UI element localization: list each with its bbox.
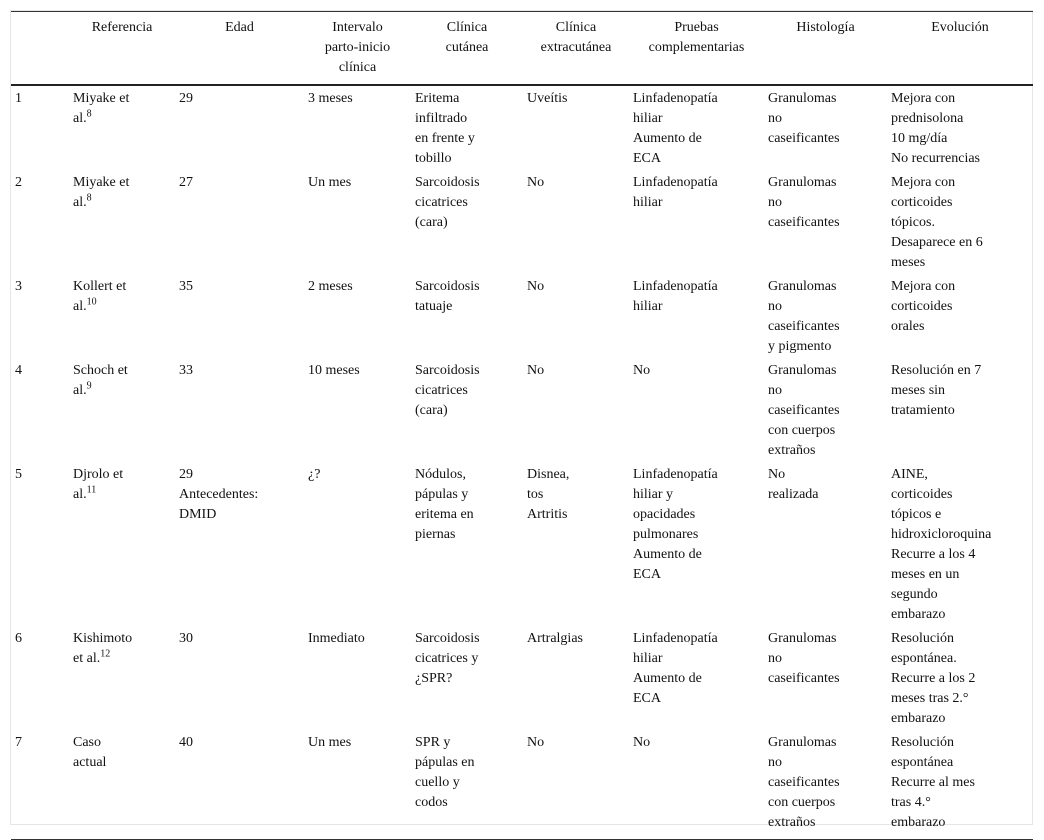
cell-line: Granulomas (768, 735, 837, 750)
cell-line: hiliar (633, 651, 663, 666)
header-clinica-extracutanea (523, 12, 629, 86)
cell-edad (175, 463, 304, 627)
cell-line (73, 361, 171, 381)
cell-line: extraños (768, 815, 816, 830)
cell-line: No (633, 735, 651, 750)
cell-line: SPR y (415, 735, 451, 750)
cell-line: Artralgias (527, 631, 583, 646)
cell-cutanea (411, 359, 523, 463)
row-number: 7 (11, 731, 69, 840)
cell-line: Recurre a los 4 (891, 547, 976, 562)
cell-line: con cuerpos (768, 795, 836, 810)
reference-text: Kishimoto (73, 631, 133, 646)
header-evolucion (887, 12, 1033, 86)
cell-line: No recurrencias (891, 151, 981, 166)
cell-pruebas (629, 463, 764, 627)
cell-cutanea (411, 85, 523, 171)
cell-line: caseificantes (768, 671, 840, 686)
cell-line: ¿SPR? (415, 671, 453, 686)
reference-text: Miyake et (73, 175, 130, 190)
cell-line: Clínica (446, 20, 488, 35)
reference-text: Caso (73, 735, 101, 750)
cell-referencia (69, 463, 175, 627)
data-table (11, 11, 1033, 840)
reference-text: al. (73, 383, 87, 398)
cell-line: no (768, 651, 782, 666)
cell-line: 33 (179, 363, 193, 378)
cell-line: no (768, 755, 782, 770)
cell-pruebas (629, 275, 764, 359)
cell-line: segundo (891, 587, 938, 602)
cell-extracutanea (523, 275, 629, 359)
table-row (11, 85, 1033, 171)
cell-line: 10 meses (308, 363, 360, 378)
row-number: 2 (15, 175, 22, 190)
cell-cutanea (411, 171, 523, 275)
reference-text: al. (73, 299, 87, 314)
cell-line: Resolución en 7 (891, 363, 982, 378)
cell-line: tatuaje (415, 299, 453, 314)
cell-intervalo (304, 275, 411, 359)
cell-line: Granulomas (768, 279, 837, 294)
cell-edad (175, 85, 304, 171)
cell-line: No (527, 279, 545, 294)
cell-line: prednisolona (891, 111, 964, 126)
cell-line: Edad (225, 20, 254, 35)
cell-line: clínica (338, 60, 377, 75)
table-row (11, 171, 1033, 275)
cell-line: tópicos. (891, 215, 935, 230)
cell-intervalo (304, 463, 411, 627)
row-number: 1 (15, 91, 22, 106)
cell-line: No (768, 467, 786, 482)
cell-line (73, 297, 171, 317)
cell-line: en frente y (415, 131, 475, 146)
cell-pruebas (629, 85, 764, 171)
cell-line: 29 (179, 91, 193, 106)
cell-line: embarazo (891, 607, 946, 622)
cell-line (73, 89, 171, 109)
cell-histologia (764, 171, 887, 275)
cell-line: Resolución (891, 735, 954, 750)
cell-evolucion (887, 85, 1033, 171)
cell-line: Recurre a los 2 (891, 671, 976, 686)
citation-number: 10 (86, 296, 97, 308)
cell-line: cutánea (445, 40, 489, 55)
cell-pruebas (629, 627, 764, 731)
cell-line: 30 (179, 631, 193, 646)
cell-referencia (69, 275, 175, 359)
cell-line: parto-inicio (324, 40, 391, 55)
header-edad (175, 12, 304, 86)
cell-line: Antecedentes: (179, 487, 259, 502)
cell-line: pápulas y (415, 487, 469, 502)
cell-line: No (527, 175, 545, 190)
cell-intervalo (304, 359, 411, 463)
cell-pruebas (629, 171, 764, 275)
cell-line (73, 649, 171, 669)
cell-extracutanea (523, 85, 629, 171)
cell-line: infiltrado (415, 111, 468, 126)
cell-line: cicatrices (415, 195, 468, 210)
cell-line: Histología (796, 20, 855, 35)
cell-line: Linfadenopatía (633, 467, 718, 482)
cell-line: cicatrices (415, 383, 468, 398)
cell-line (73, 733, 171, 753)
cell-referencia (69, 627, 175, 731)
citation-number: 9 (86, 380, 92, 392)
header-number (11, 12, 69, 86)
cell-line: embarazo (891, 711, 946, 726)
citation-number: 8 (86, 108, 92, 120)
cell-line: y pigmento (768, 339, 832, 354)
cell-line: hidroxicloroquina (891, 527, 992, 542)
cell-line: tos (527, 487, 544, 502)
cell-cutanea (411, 731, 523, 840)
cell-line: No (527, 735, 545, 750)
cell-line: Resolución (891, 631, 954, 646)
cell-line: Nódulos, (415, 467, 466, 482)
cell-line: Un mes (308, 175, 352, 190)
cell-line: piernas (415, 527, 456, 542)
cell-line: Granulomas (768, 631, 837, 646)
cell-line: 10 mg/día (891, 131, 948, 146)
cell-line: (cara) (415, 403, 448, 418)
cell-line: Aumento de (633, 547, 702, 562)
cell-line: Granulomas (768, 363, 837, 378)
cell-line: complementarias (648, 40, 745, 55)
row-number: 6 (15, 631, 22, 646)
cell-line: Granulomas (768, 91, 837, 106)
cell-line: Mejora con (891, 175, 956, 190)
cell-line: (cara) (415, 215, 448, 230)
cell-line: Desaparece en 6 (891, 235, 983, 250)
cell-edad (175, 171, 304, 275)
cell-evolucion (887, 359, 1033, 463)
reference-text: Kollert et (73, 279, 127, 294)
cell-extracutanea (523, 731, 629, 840)
reference-text: Djrolo et (73, 467, 124, 482)
cell-line: meses sin (891, 383, 946, 398)
cell-line: Artritis (527, 507, 568, 522)
cell-edad (175, 275, 304, 359)
cell-line: ECA (633, 151, 661, 166)
cell-line: tras 4.° (891, 795, 931, 810)
cell-line: eritema en (415, 507, 474, 522)
row-number: 3 (15, 279, 22, 294)
table-row (11, 359, 1033, 463)
cell-line: Aumento de (633, 671, 702, 686)
cell-line: pulmonares (633, 527, 699, 542)
cell-edad (175, 627, 304, 731)
header-pruebas (629, 12, 764, 86)
cell-referencia (69, 171, 175, 275)
cell-line: no (768, 299, 782, 314)
cell-extracutanea (523, 627, 629, 731)
row-number: 5 (15, 467, 22, 482)
cell-line: no (768, 111, 782, 126)
cell-line: corticoides (891, 195, 953, 210)
cell-line: 2 meses (308, 279, 353, 294)
cell-line: Aumento de (633, 131, 702, 146)
cell-line: ECA (633, 567, 661, 582)
cell-line: Sarcoidosis (415, 631, 480, 646)
cell-line: caseificantes (768, 215, 840, 230)
cell-line: meses en un (891, 567, 960, 582)
cell-line: Inmediato (308, 631, 365, 646)
cell-line: orales (891, 319, 925, 334)
cell-line: caseificantes (768, 403, 840, 418)
cell-line: caseificantes (768, 131, 840, 146)
header-row (11, 12, 1033, 86)
cell-line (73, 173, 171, 193)
cell-intervalo (304, 627, 411, 731)
table-row (11, 275, 1033, 359)
cell-line: Evolución (931, 20, 989, 35)
table-row (11, 731, 1033, 840)
cell-pruebas (629, 359, 764, 463)
cell-line (73, 109, 171, 129)
cell-histologia (764, 731, 887, 840)
table-header (11, 12, 1033, 86)
cell-line: no (768, 383, 782, 398)
table-body (11, 85, 1033, 840)
cell-line: pápulas en (415, 755, 475, 770)
cell-line: extraños (768, 443, 816, 458)
cell-line (73, 193, 171, 213)
cell-intervalo (304, 85, 411, 171)
cell-line: 3 meses (308, 91, 353, 106)
cell-line: cuello y (415, 775, 460, 790)
cell-line: tópicos e (891, 507, 942, 522)
cell-line: embarazo (891, 815, 946, 830)
cell-extracutanea (523, 463, 629, 627)
cell-pruebas (629, 731, 764, 840)
cell-line: no (768, 195, 782, 210)
cell-line (73, 629, 171, 649)
cell-line: ECA (633, 691, 661, 706)
cell-line: espontánea (891, 755, 954, 770)
cell-line: Granulomas (768, 175, 837, 190)
citation-number: 8 (86, 192, 92, 204)
cell-line: cicatrices y (415, 651, 479, 666)
cell-line: meses tras 2.° (891, 691, 969, 706)
cell-line: 29 (179, 467, 193, 482)
cell-histologia (764, 275, 887, 359)
reference-text: al. (73, 487, 87, 502)
cell-histologia (764, 85, 887, 171)
cell-evolucion (887, 627, 1033, 731)
reference-text: Miyake et (73, 91, 130, 106)
cell-line: No (527, 363, 545, 378)
cell-line (73, 465, 171, 485)
cell-line: corticoides (891, 299, 953, 314)
cell-line: realizada (768, 487, 819, 502)
cell-line: extracutánea (540, 40, 612, 55)
header-referencia (69, 12, 175, 86)
cell-evolucion (887, 171, 1033, 275)
cell-extracutanea (523, 359, 629, 463)
cell-intervalo (304, 171, 411, 275)
cell-edad (175, 359, 304, 463)
cell-histologia (764, 627, 887, 731)
cell-histologia (764, 359, 887, 463)
cell-line: AINE, (891, 467, 928, 482)
cell-line: opacidades (633, 507, 696, 522)
cell-line: Eritema (415, 91, 460, 106)
cell-line: Linfadenopatía (633, 175, 718, 190)
cell-line: hiliar (633, 195, 663, 210)
reference-text: Schoch et (73, 363, 128, 378)
cell-line: Intervalo (332, 20, 383, 35)
row-number: 4 (15, 363, 22, 378)
cell-intervalo (304, 731, 411, 840)
cell-line: Referencia (91, 20, 153, 35)
cell-line: Sarcoidosis (415, 175, 480, 190)
cell-line: Uveítis (527, 91, 568, 106)
cell-line: Pruebas (674, 20, 719, 35)
cell-line (13, 18, 67, 38)
cell-extracutanea (523, 171, 629, 275)
cell-referencia (69, 731, 175, 840)
cell-line (73, 753, 171, 773)
cell-line: 40 (179, 735, 193, 750)
cell-line: hiliar (633, 299, 663, 314)
cell-line: Sarcoidosis (415, 363, 480, 378)
cell-evolucion (887, 463, 1033, 627)
header-intervalo (304, 12, 411, 86)
citation-number: 11 (86, 484, 97, 496)
cell-line (73, 277, 171, 297)
cell-line: hiliar (633, 111, 663, 126)
cell-line: Linfadenopatía (633, 279, 718, 294)
cell-line: caseificantes (768, 775, 840, 790)
cell-line: meses (891, 255, 926, 270)
reference-text: al. (73, 195, 87, 210)
header-clinica-cutanea (411, 12, 523, 86)
cell-line: codos (415, 795, 448, 810)
cell-line: Recurre al mes (891, 775, 975, 790)
cell-line: No (633, 363, 651, 378)
cell-line: Linfadenopatía (633, 631, 718, 646)
cell-evolucion (887, 731, 1033, 840)
cell-line: DMID (179, 507, 217, 522)
cell-histologia (764, 463, 887, 627)
citation-number: 12 (100, 648, 111, 660)
cell-line: Disnea, (527, 467, 570, 482)
cell-line: Sarcoidosis (415, 279, 480, 294)
cell-line: espontánea. (891, 651, 957, 666)
cell-referencia (69, 359, 175, 463)
cell-line: Clínica (555, 20, 597, 35)
cell-line: Linfadenopatía (633, 91, 718, 106)
reference-text: et al. (73, 651, 101, 666)
table-row (11, 627, 1033, 731)
reference-text: al. (73, 111, 87, 126)
cell-line: Mejora con (891, 279, 956, 294)
cell-line: con cuerpos (768, 423, 836, 438)
cell-line: hiliar y (633, 487, 674, 502)
cell-line (73, 381, 171, 401)
cell-cutanea (411, 463, 523, 627)
cell-evolucion (887, 275, 1033, 359)
cell-line: ¿? (308, 467, 321, 482)
cell-line: Mejora con (891, 91, 956, 106)
cell-line: 35 (179, 279, 193, 294)
cell-cutanea (411, 627, 523, 731)
table-row (11, 463, 1033, 627)
cell-line: tobillo (415, 151, 452, 166)
cell-edad (175, 731, 304, 840)
cell-line: 27 (179, 175, 193, 190)
cell-line (73, 485, 171, 505)
header-histologia (764, 12, 887, 86)
cell-cutanea (411, 275, 523, 359)
reference-text: actual (73, 755, 107, 770)
cell-line: tratamiento (891, 403, 955, 418)
cell-referencia (69, 85, 175, 171)
cell-line: Un mes (308, 735, 352, 750)
cell-line: corticoides (891, 487, 953, 502)
cell-line: caseificantes (768, 319, 840, 334)
